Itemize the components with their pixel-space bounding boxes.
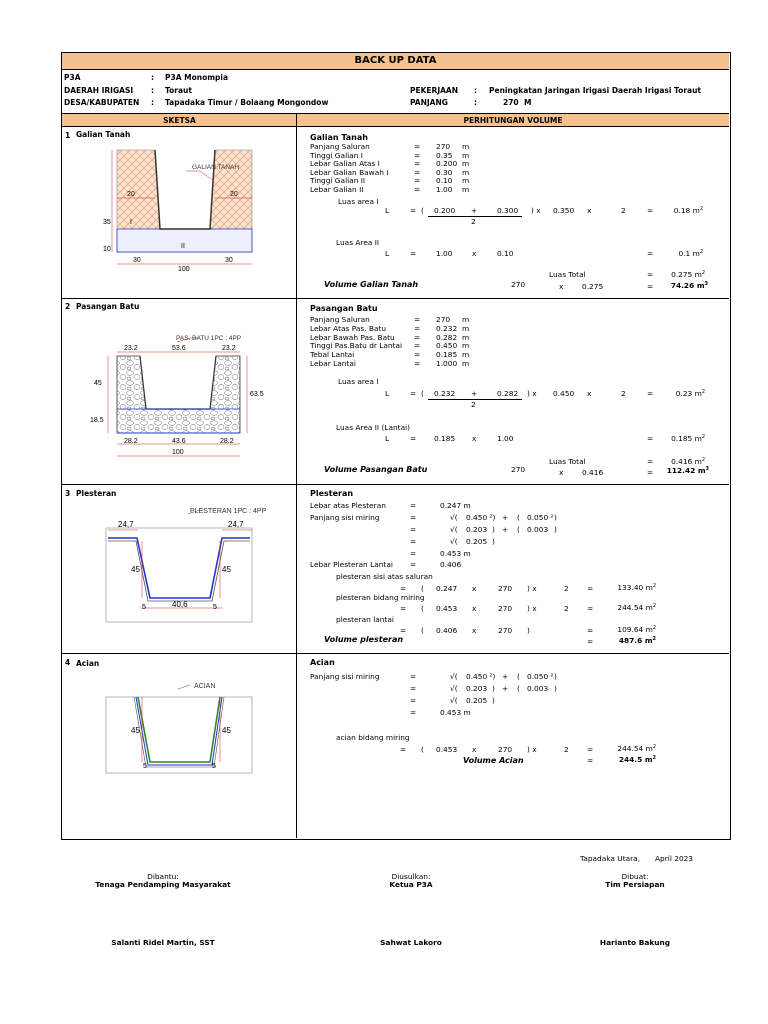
formula-paren: )	[554, 525, 557, 534]
area-label: Luas Area II (Lantai)	[336, 423, 411, 432]
formula-plus: +	[502, 672, 509, 681]
param-eq: =	[414, 184, 421, 194]
formula-paren: (	[517, 513, 520, 522]
dim-label: 53.6	[172, 345, 186, 352]
param-label: Lebar Atas Pas. Batu	[310, 323, 387, 333]
sqrt-open: √(	[450, 513, 458, 522]
formula-h: 0.450	[553, 389, 575, 398]
param-eq: =	[414, 150, 421, 160]
formula-b: 0.282	[497, 389, 519, 398]
sisi-miring-label: Panjang sisi miring	[310, 672, 380, 681]
formula-d: 0.10	[497, 249, 514, 258]
dim-label: 20	[230, 191, 238, 198]
sign-col2-role: Ketua P3A	[389, 880, 433, 889]
formula-x: x	[472, 584, 477, 593]
formula-b: 0.300	[497, 206, 519, 215]
formula-plus: +	[471, 206, 478, 215]
divider	[62, 484, 729, 485]
formula-plus: +	[502, 684, 509, 693]
param-unit: m	[462, 159, 470, 168]
formula-paren: )	[492, 537, 495, 546]
formula-eq: =	[410, 672, 417, 681]
dim-label: 45	[94, 380, 102, 387]
formula-paren: )	[492, 684, 495, 693]
formula-c: 0.185	[434, 434, 456, 443]
formula-paren: )	[554, 672, 557, 681]
formula-eq: =	[587, 756, 594, 765]
formula-eq: =	[410, 389, 417, 398]
dim-label: 23.2	[124, 345, 138, 352]
formula-eq: =	[647, 457, 654, 466]
sqrt-open: √(	[450, 672, 458, 681]
calc-title: Acian	[310, 658, 335, 667]
plesteran-item-label: plesteran lantai	[336, 615, 394, 624]
param-eq: =	[414, 341, 421, 351]
sqrt-value: 0.450 ²)	[466, 513, 496, 522]
sqrt-value: 0.450 ²)	[466, 672, 496, 681]
lebar-atas-value: 0.247 m	[440, 501, 471, 510]
lebar-lantai-label: Lebar Plesteran Lantai	[310, 560, 393, 569]
divider	[62, 298, 729, 299]
sqrt-value: 0.203	[466, 684, 488, 693]
dim-label: 24,7	[228, 520, 244, 529]
param-label: Lebar Galian Atas I	[310, 159, 380, 168]
formula-a: 0.406	[436, 626, 458, 635]
formula-paren: )	[554, 513, 557, 522]
sketch-label: PAS. BATU 1PC : 4PP	[176, 335, 242, 342]
lebar-lantai-value: 0.406	[440, 560, 462, 569]
param-value: 0.200	[436, 159, 458, 168]
dim-label: 5	[143, 763, 147, 770]
section-number: 2	[65, 302, 71, 311]
volume-label: Volume Galian Tanah	[324, 280, 419, 289]
formula-paren: (	[517, 525, 520, 534]
volume-area: 0.416	[582, 468, 604, 477]
param-eq: =	[414, 332, 421, 342]
dim-label: 43.6	[172, 438, 186, 445]
sqrt-open: √(	[450, 525, 458, 534]
area2-result: 0.1 $m^2$	[678, 249, 703, 258]
formula-eq: =	[587, 626, 594, 635]
formula-b: 270	[498, 604, 513, 613]
formula-two: 2	[621, 206, 626, 215]
volume-area: 0.275	[582, 282, 604, 291]
formula-eq: =	[410, 549, 417, 558]
dim-label: 45	[131, 726, 140, 735]
volume-result: 112.42 $m^3$	[666, 466, 709, 475]
param-label: Tinggi Galian I	[310, 150, 363, 160]
colon: :	[474, 98, 477, 107]
sign-col1-role: Tenaga Pendamping Masyarakat	[95, 880, 231, 889]
plesteran-item-result: 109.64 $m^2$	[617, 625, 656, 634]
formula-eq: =	[410, 249, 417, 258]
formula-paren: (	[421, 626, 424, 635]
column-header-sketch: SKETSA	[163, 116, 196, 125]
formula-a: 0.232	[434, 389, 456, 398]
sketch-label: ACIAN	[194, 683, 216, 690]
lebar-atas-label: Lebar atas Plesteran	[310, 501, 386, 510]
formula-b: 270	[498, 626, 513, 635]
colon: :	[151, 86, 154, 95]
sketch-label: GALIAN TANAH	[192, 164, 240, 171]
area-label: Luas Area II	[336, 238, 380, 247]
param-unit: m	[462, 142, 470, 151]
formula-d: 1.00	[497, 434, 514, 443]
sisi-miring-label: Panjang sisi miring	[310, 513, 380, 522]
param-value: 1.00	[436, 184, 453, 194]
formula-L: L	[385, 249, 390, 258]
param-unit: m	[462, 359, 470, 368]
dim-label: 45	[222, 726, 231, 735]
sign-col3-top: Dibuat:	[621, 872, 649, 881]
formula-x: x	[587, 389, 592, 398]
section-name: Acian	[76, 659, 100, 668]
formula-a: 0.453	[436, 604, 458, 613]
sqrt-open: √(	[450, 696, 458, 705]
acian-item-result: 244.54 $m^2$	[617, 744, 656, 753]
formula-paren: )	[492, 696, 495, 705]
formula-c: 1.00	[436, 249, 453, 258]
daerah-value: Toraut	[165, 86, 192, 95]
formula-eq: =	[647, 249, 654, 258]
formula-plus: +	[502, 513, 509, 522]
formula-closex: ) x	[527, 389, 537, 398]
param-eq: =	[414, 176, 421, 185]
formula-eq: =	[410, 537, 417, 546]
dim-label: 18.5	[90, 417, 104, 424]
colon: :	[474, 86, 477, 95]
param-value: 0.450	[436, 341, 458, 351]
column-divider	[296, 114, 297, 838]
formula-eq: =	[647, 270, 654, 279]
volume-label: Volume plesteran	[324, 635, 404, 644]
formula-eq: =	[410, 513, 417, 522]
dim-label: 5	[142, 604, 146, 611]
dim-label: 40,6	[172, 600, 188, 609]
dim-label: 45	[131, 565, 140, 574]
volume-result: 74.26 $m^3$	[670, 281, 708, 290]
plesteran-item-result: 244.54 $m^2$	[617, 603, 656, 612]
formula-eq: =	[400, 626, 407, 635]
formula-plus: +	[502, 525, 509, 534]
formula-x: x	[472, 434, 477, 443]
param-unit: m	[462, 150, 470, 160]
sqrt-value: 0.050 ²	[527, 672, 554, 681]
param-value: 0.10	[436, 176, 453, 185]
param-value: 0.185	[436, 350, 458, 360]
sqrt-value: 0.205	[466, 537, 488, 546]
param-unit: m	[462, 176, 470, 185]
formula-paren: (	[421, 206, 424, 215]
section-number: 4	[65, 658, 71, 667]
plesteran-item-result: 133.40 $m^2$	[617, 583, 656, 592]
formula-x: x	[559, 282, 564, 291]
param-value: 270	[436, 142, 451, 151]
formula-two: 2	[621, 389, 626, 398]
formula-x: x	[472, 626, 477, 635]
formula-eq: =	[400, 584, 407, 593]
sqrt-value: 0.003	[527, 684, 549, 693]
calc-title: Pasangan Batu	[310, 304, 378, 313]
dim-label: 100	[172, 449, 184, 456]
formula-eq: =	[647, 282, 654, 291]
formula-paren: (	[517, 672, 520, 681]
daerah-label: DAERAH IRIGASI	[64, 86, 134, 95]
p3a-value: P3A Monompia	[165, 73, 229, 82]
dim-label: 100	[178, 266, 190, 273]
sign-col3-role: Tim Persiapan	[605, 880, 665, 889]
formula-x: x	[472, 604, 477, 613]
sisi-miring-result: 0.453 m	[440, 549, 471, 558]
sqrt-value: 0.050 ²	[527, 513, 554, 522]
formula-eq: =	[647, 434, 654, 443]
formula-paren: (	[517, 684, 520, 693]
formula-x: x	[587, 206, 592, 215]
sign-place: Tapadaka Utara,	[580, 854, 641, 863]
param-unit: m	[462, 184, 470, 194]
formula-eq: =	[400, 604, 407, 613]
param-unit: m	[462, 315, 470, 324]
dim-label: 10	[103, 246, 111, 253]
calc-title: Plesteran	[310, 489, 354, 498]
param-label: Lebar Galian Bawah I	[310, 167, 389, 177]
dim-label: 28.2	[220, 438, 234, 445]
param-label: Tinggi Pas.Batu dr Lantai	[310, 341, 403, 351]
param-value: 0.232	[436, 323, 458, 333]
sqrt-open: √(	[450, 684, 458, 693]
calc-title: Galian Tanah	[310, 133, 368, 142]
dim-label: 35	[103, 219, 111, 226]
formula-den: 2	[471, 400, 476, 409]
plesteran-item-label: plesteran bidang miring	[336, 593, 425, 602]
formula-closex: ) x	[527, 604, 537, 613]
dim-label: 30	[133, 257, 141, 264]
formula-a: 0.453	[436, 745, 458, 754]
formula-eq: =	[647, 389, 654, 398]
dim-label: 63.5	[250, 391, 264, 398]
formula-eq: =	[587, 637, 594, 646]
panjang-value: 270	[503, 98, 519, 107]
formula-eq: =	[410, 434, 417, 443]
sign-date: April 2023	[655, 854, 694, 863]
panjang-label: PANJANG	[410, 98, 448, 107]
dim-label: I	[130, 219, 132, 226]
plesteran-item-label: plesteran sisi atas saluran	[336, 572, 433, 581]
sign-col2-top: Diusulkan:	[391, 872, 431, 881]
section-name: Galian Tanah	[76, 130, 131, 139]
formula-b: 270	[498, 745, 513, 754]
area1-result: 0.18 $m^2$	[673, 206, 703, 215]
formula-two: 2	[564, 584, 569, 593]
dim-label: 5	[212, 763, 216, 770]
desa-value: Tapadaka Timur / Bolaang Mongondow	[165, 98, 329, 107]
formula-x: x	[472, 745, 477, 754]
sqrt-open: √(	[450, 537, 458, 546]
param-eq: =	[414, 167, 421, 177]
formula-x: x	[472, 249, 477, 258]
volume-length: 270	[511, 280, 526, 289]
acian-item-label: acian bidang miring	[336, 733, 410, 742]
formula-paren: )	[527, 626, 530, 635]
param-eq: =	[414, 350, 421, 360]
volume-result: 487.6 $m^2$	[618, 636, 656, 645]
param-eq: =	[414, 315, 421, 324]
column-header-calc: PERHITUNGAN VOLUME	[463, 116, 563, 125]
area-label: Luas area I	[338, 197, 379, 206]
formula-paren: (	[421, 584, 424, 593]
param-unit: m	[462, 167, 470, 177]
total-label: Luas Total	[549, 457, 586, 466]
param-label: Tinggi Galian II	[310, 176, 366, 185]
formula-closex: ) x	[531, 206, 541, 215]
dim-label: 5	[213, 604, 217, 611]
divider	[62, 653, 729, 654]
dim-label: 20	[127, 191, 135, 198]
pekerjaan-value: Peningkatan Jaringan Irigasi Daerah Irigasi Toraut	[489, 86, 701, 95]
formula-paren: (	[421, 389, 424, 398]
volume-label: Volume Acian	[463, 756, 524, 765]
section-name: Pasangan Batu	[76, 302, 140, 311]
sign-col3-name: Harianto Bakung	[599, 938, 671, 947]
formula-L: L	[385, 206, 390, 215]
formula-eq: =	[647, 206, 654, 215]
formula-eq: =	[587, 584, 594, 593]
formula-paren: )	[492, 525, 495, 534]
dim-label: 30	[225, 257, 233, 264]
formula-two: 2	[564, 745, 569, 754]
formula-closex: ) x	[527, 584, 537, 593]
formula-eq: =	[587, 604, 594, 613]
formula-den: 2	[471, 217, 476, 226]
formula-eq: =	[410, 684, 417, 693]
section-number: 1	[65, 131, 71, 140]
formula-b: 270	[498, 584, 513, 593]
dim-label: 45	[222, 565, 231, 574]
section-name: Plesteran	[76, 489, 117, 498]
dim-label: 28.2	[124, 438, 138, 445]
area2-result: 0.185 $m^2$	[671, 434, 705, 443]
formula-eq: =	[400, 745, 407, 754]
section-number: 3	[65, 489, 71, 498]
dim-label: II	[181, 243, 185, 250]
formula-a: 0.200	[434, 206, 456, 215]
dim-label: 23.2	[222, 345, 236, 352]
dim-label: 24,7	[118, 520, 134, 529]
sketch-label: PLESTERAN 1PC : 4PP	[190, 508, 267, 515]
param-eq: =	[414, 159, 421, 168]
formula-eq: =	[410, 560, 417, 569]
param-label: Lebar Galian II	[310, 184, 364, 194]
p3a-label: P3A	[64, 73, 81, 82]
formula-eq: =	[410, 501, 417, 510]
formula-x: x	[559, 468, 564, 477]
formula-closex: ) x	[527, 745, 537, 754]
volume-length: 270	[511, 465, 526, 474]
formula-paren: (	[421, 745, 424, 754]
param-value: 0.282	[436, 332, 458, 342]
formula-eq: =	[410, 525, 417, 534]
formula-eq: =	[410, 708, 417, 717]
panjang-unit: M	[524, 98, 532, 107]
param-label: Tebal Lantai	[310, 350, 355, 360]
formula-two: 2	[564, 604, 569, 613]
formula-L: L	[385, 389, 390, 398]
formula-paren: (	[421, 604, 424, 613]
sign-col1-name: Salanti Ridel Martin, SST	[111, 938, 215, 947]
colon: :	[151, 98, 154, 107]
formula-plus: +	[471, 389, 478, 398]
param-eq: =	[414, 142, 421, 151]
pekerjaan-label: PEKERJAAN	[410, 86, 459, 95]
formula-paren: )	[554, 684, 557, 693]
param-label: Panjang Saluran	[310, 142, 370, 151]
formula-a: 0.247	[436, 584, 458, 593]
total-result: 0.275 $m^2$	[671, 270, 705, 279]
sqrt-value: 0.205	[466, 696, 488, 705]
param-label: Lebar Lantai	[310, 359, 356, 368]
formula-eq: =	[587, 745, 594, 754]
total-label: Luas Total	[549, 270, 586, 279]
param-unit: m	[462, 332, 470, 342]
param-unit: m	[462, 341, 470, 351]
formula-eq: =	[410, 696, 417, 705]
param-value: 0.35	[436, 150, 453, 160]
formula-eq: =	[410, 206, 417, 215]
sisi-miring-result: 0.453 m	[440, 708, 471, 717]
area-label: Luas area I	[338, 377, 379, 386]
page-title: BACK UP DATA	[354, 55, 437, 66]
total-result: 0.416 $m^2$	[671, 457, 705, 466]
param-label: Panjang Saluran	[310, 315, 370, 324]
param-value: 1.000	[436, 359, 458, 368]
param-unit: m	[462, 323, 470, 333]
area1-result: 0.23 $m^2$	[675, 389, 705, 398]
param-unit: m	[462, 350, 470, 360]
sign-col2-name: Sahwat Lakoro	[380, 938, 442, 947]
sqrt-value: 0.003	[527, 525, 549, 534]
param-label: Lebar Bawah Pas. Batu	[310, 332, 395, 342]
volume-label: Volume Pasangan Batu	[324, 465, 428, 474]
param-eq: =	[414, 359, 421, 368]
formula-eq: =	[647, 468, 654, 477]
sign-col1-top: Dibantu:	[147, 872, 179, 881]
desa-label: DESA/KABUPATEN	[64, 98, 140, 107]
formula-L: L	[385, 434, 390, 443]
formula-h: 0.350	[553, 206, 575, 215]
param-value: 270	[436, 315, 451, 324]
sqrt-value: 0.203	[466, 525, 488, 534]
param-eq: =	[414, 323, 421, 333]
colon: :	[151, 73, 154, 82]
volume-result: 244.5 $m^2$	[618, 755, 656, 764]
param-value: 0.30	[436, 167, 453, 177]
